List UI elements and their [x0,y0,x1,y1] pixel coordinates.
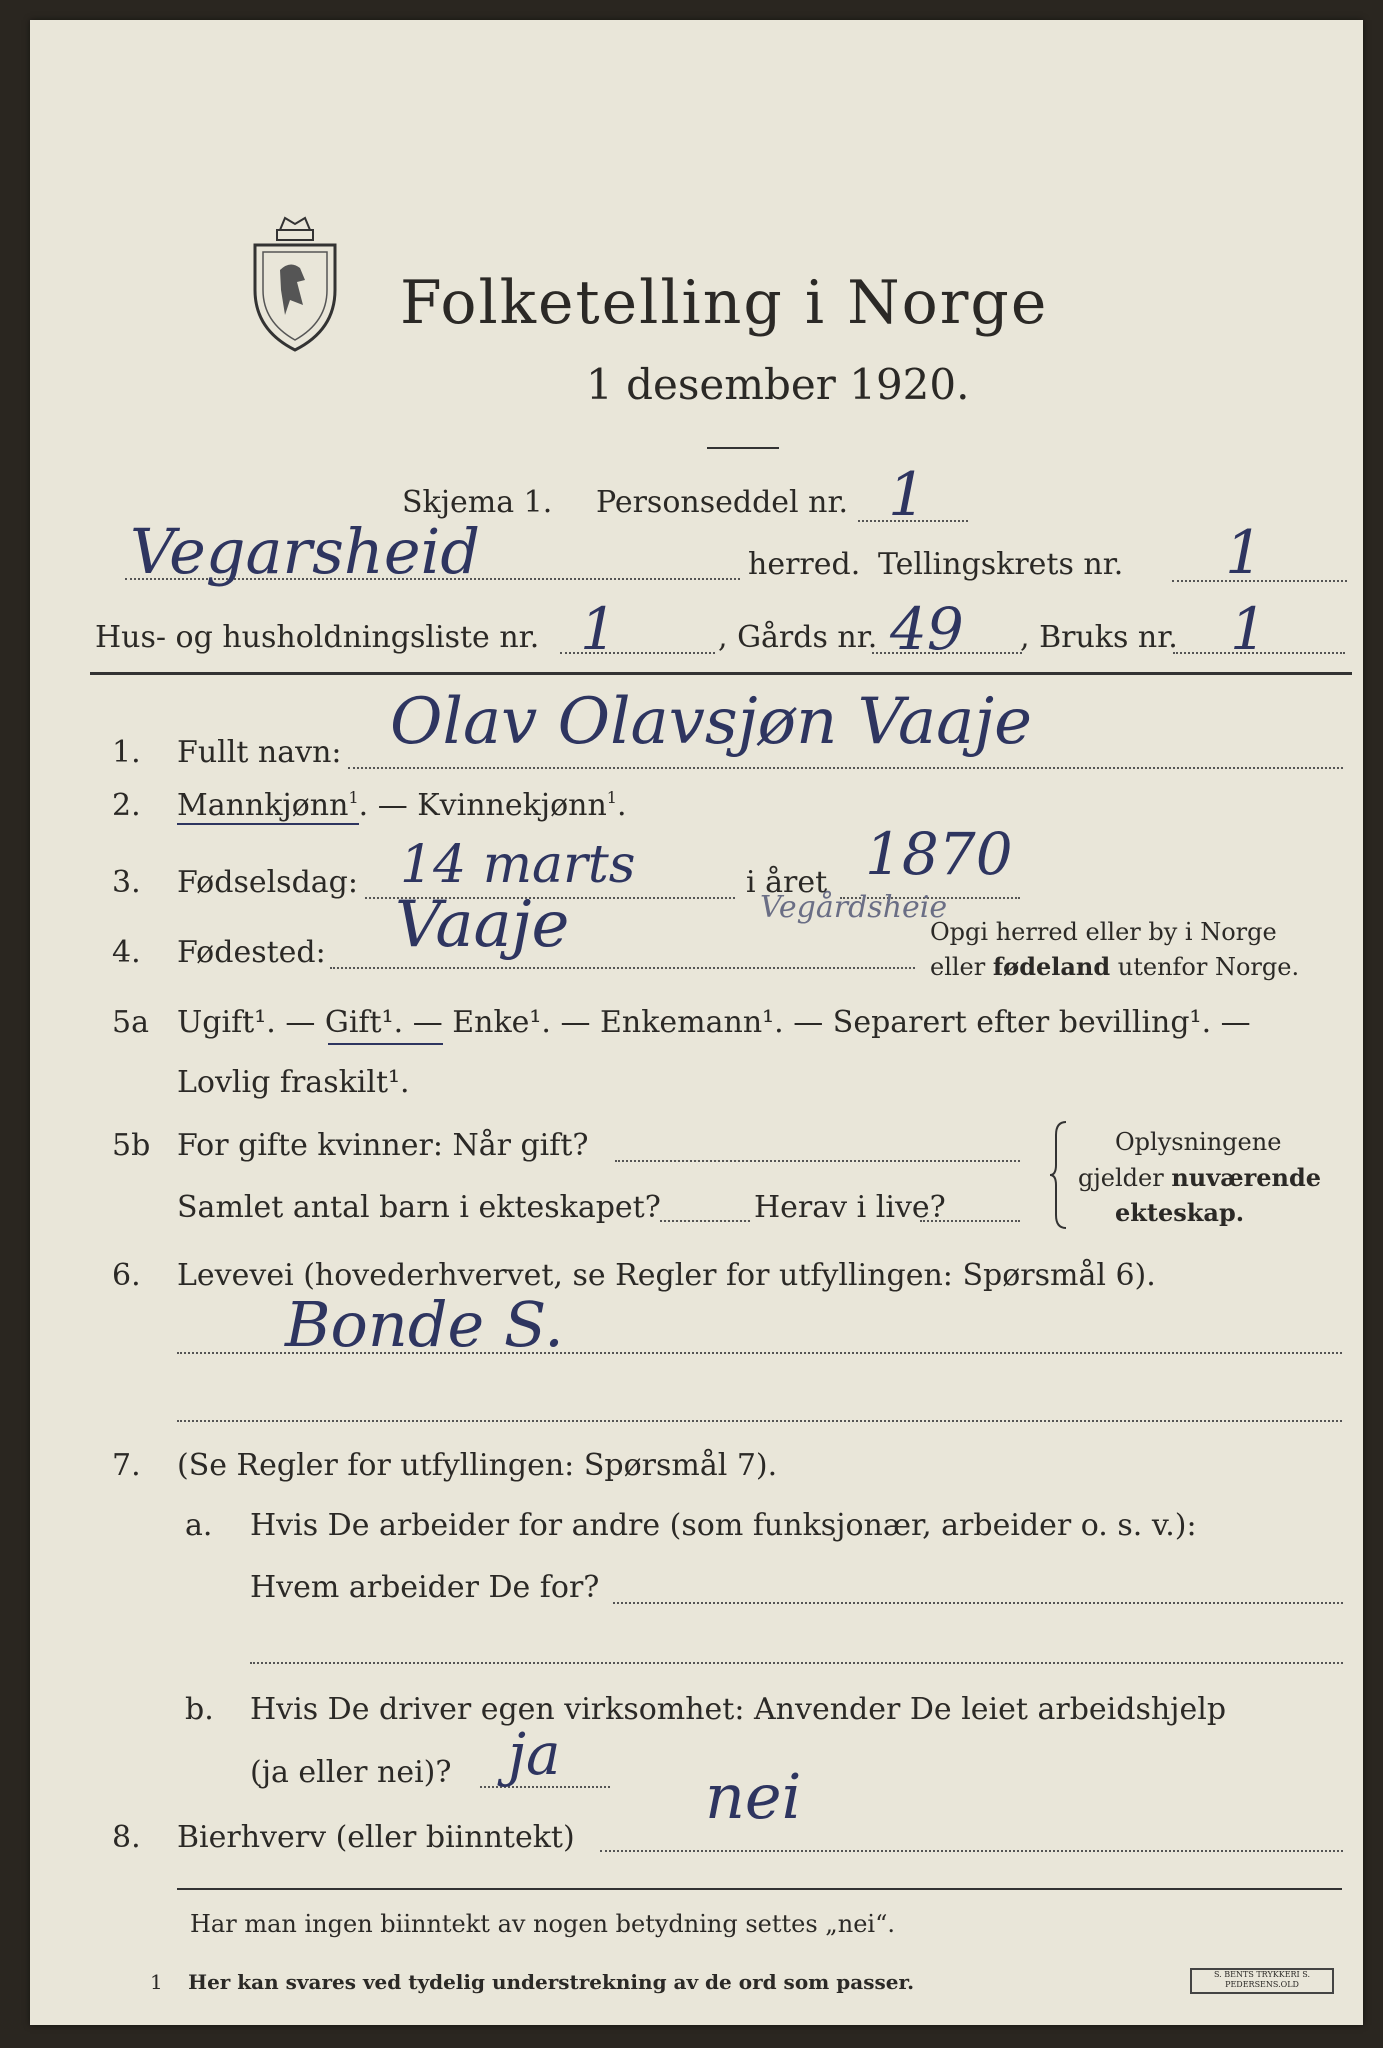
q3-year-label: i året [746,865,828,900]
printer-stamp: S. BENTS TRYKKERI S. PEDERSENS.OLD [1190,1968,1334,1994]
q5b-note-line1: Oplysningene [1115,1128,1282,1156]
census-form [30,20,1363,2025]
q7b-value[interactable]: ja [508,1720,561,1788]
q2-female-option[interactable]: Kvinnekjønn$^1$ [417,788,617,823]
q4-note-line1: Opgi herred eller by i Norge [930,918,1277,946]
q8-value[interactable]: nei [705,1760,802,1833]
q1-full-name[interactable]: Olav Olavsjøn Vaaje [390,685,1032,759]
q7-number: 7. [112,1448,141,1483]
q5b-married-label: For gifte kvinner: Når gift? [177,1128,589,1163]
brace-icon [1050,1120,1070,1234]
husliste-value[interactable]: 1 [580,595,617,663]
bruks-label: , Bruks nr. [1020,620,1178,655]
q3-birthday-value[interactable]: 14 marts [400,835,636,895]
footer-note: Har man ingen biinntekt av nogen betydning settes „nei“. [190,1910,895,1938]
q7a-letter: a. [185,1508,213,1543]
q7b-line2: (ja eller nei)? [250,1755,452,1790]
q7b-letter: b. [185,1692,214,1727]
q3-label: Fødselsdag: [177,865,358,900]
footer-divider [177,1888,1342,1890]
q6-number: 6. [112,1258,141,1293]
q4-number: 4. [112,935,141,970]
q7-label: (Se Regler for utfyllingen: Spørsmål 7). [177,1448,778,1483]
coat-of-arms-icon [245,210,345,359]
bruks-value[interactable]: 1 [1230,595,1267,663]
gift-underline [328,1043,443,1045]
personseddel-value[interactable]: 1 [888,460,927,530]
q4-label: Fødested: [177,935,326,970]
q5a-number: 5a [112,1005,149,1040]
gards-label: , Gårds nr. [718,620,878,655]
q5b-children-label: Samlet antal barn i ekteskapet? [177,1190,661,1225]
title-divider [707,447,779,449]
header-divider [90,672,1352,675]
gards-value[interactable]: 49 [890,595,964,663]
q2-number: 2. [112,788,141,823]
q2-options: Mannkjønn$^1$. — Kvinnekjønn$^1$. [177,788,627,823]
q4-note-line2: eller fødeland utenfor Norge. [930,952,1300,981]
q7a-line2: Hvem arbeider De for? [250,1570,600,1605]
personseddel-label: Personseddel nr. [596,485,849,520]
q1-number: 1. [112,735,141,770]
q7b-line1: Hvis De driver egen virksomhet: Anvender De leiet arbeidshjelp [250,1692,1227,1727]
schema-label: Skjema 1. [402,485,553,520]
q4-birthplace-value[interactable]: Vaaje [395,888,570,962]
form-title: Folketelling i Norge [400,268,1049,338]
q1-label: Fullt navn: [177,735,342,770]
q5b-note-line3: ekteskap. [1115,1198,1245,1227]
tellingskrets-value[interactable]: 1 [1225,518,1264,588]
q5b-note-line2: gjelder nuværende [1078,1163,1322,1192]
q4-birthplace-note[interactable]: Vegårdsheie [760,890,948,925]
q3-number: 3. [112,865,141,900]
q7a-line1: Hvis De arbeider for andre (som funksjonær, arbeider o. s. v.): [250,1508,1197,1543]
q8-label: Bierhverv (eller biinntekt) [177,1820,575,1855]
q6-occupation-value[interactable]: Bonde S. [285,1288,564,1361]
q5a-divorced[interactable]: Lovlig fraskilt¹. [177,1065,410,1100]
q2-male-option[interactable]: Mannkjønn$^1$ [177,788,359,823]
q3-year-value[interactable]: 1870 [865,820,1013,888]
q5b-alive-label: Herav i live? [754,1190,946,1225]
herred-value[interactable]: Vegarsheid [130,515,481,588]
q6-label: Levevei (hovederhvervet, se Regler for utfyllingen: Spørsmål 6). [177,1258,1156,1293]
herred-label: herred. [748,547,861,582]
q5a-options[interactable]: Ugift¹. — Gift¹. — Enke¹. — Enkemann¹. — Separert efter bevilling¹. — [177,1005,1251,1040]
q8-number: 8. [112,1820,141,1855]
q5b-number: 5b [112,1128,151,1163]
form-date: 1 desember 1920. [586,360,970,409]
husliste-label: Hus- og husholdningsliste nr. [95,620,540,655]
footnote: 1 Her kan svares ved tydelig understrekning av de ord som passer. [150,1970,915,1994]
tellingskrets-label: Tellingskrets nr. [878,547,1124,582]
